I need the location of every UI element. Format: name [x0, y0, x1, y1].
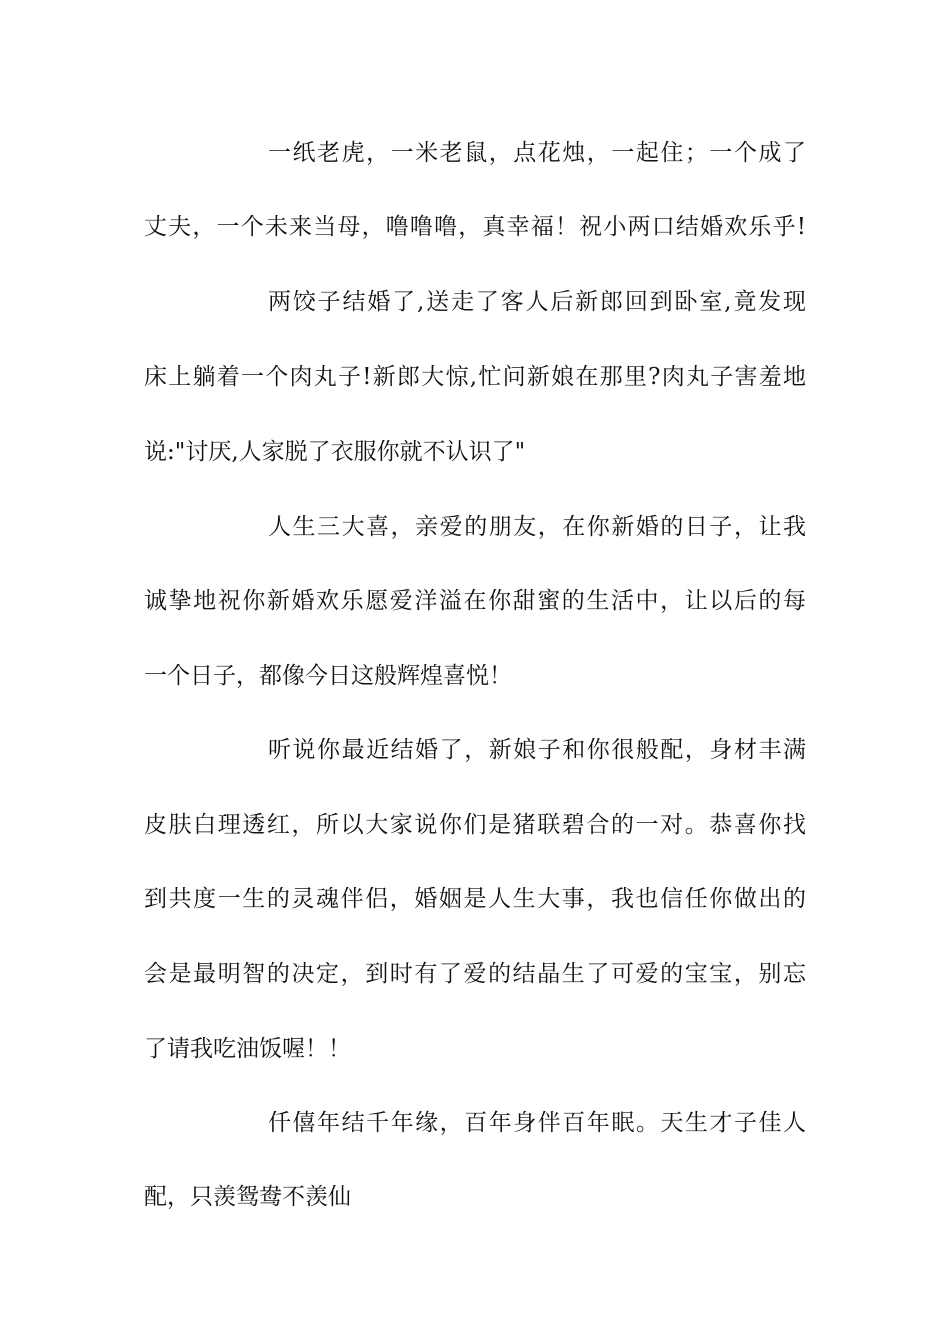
paragraph-4-line-3: 到共度一生的灵魂伴侣，婚姻是人生大事，我也信任你做出的	[144, 886, 806, 912]
paragraph-4-line-2: 皮肤白理透红，所以大家说你们是猪联碧合的一对。恭喜你找	[144, 812, 806, 838]
paragraph-4-line-1: 听说你最近结婚了，新娘子和你很般配，身材丰满	[268, 737, 806, 763]
paragraph-3-line-1: 人生三大喜，亲爱的朋友，在你新婚的日子，让我	[268, 514, 806, 540]
paragraph-1-line-1: 一纸老虎，一米老鼠，点花烛，一起住；一个成了	[268, 140, 806, 166]
paragraph-4-line-4: 会是最明智的决定，到时有了爱的结晶生了可爱的宝宝，别忘	[144, 961, 806, 987]
paragraph-3-line-3: 一个日子，都像今日这般辉煌喜悦！	[144, 663, 512, 689]
paragraph-2-line-2: 床上躺着一个肉丸子!新郎大惊,忙问新娘在那里?肉丸子害羞地	[144, 364, 806, 390]
paragraph-2-line-3: 说:"讨厌,人家脱了衣服你就不认识了"	[144, 439, 526, 465]
paragraph-5-line-1: 仟僖年结千年缘，百年身伴百年眠。天生才子佳人	[268, 1110, 806, 1136]
paragraph-2-line-1: 两饺子结婚了,送走了客人后新郎回到卧室,竟发现	[268, 289, 806, 315]
paragraph-3-line-2: 诚挚地祝你新婚欢乐愿爱洋溢在你甜蜜的生活中，让以后的每	[144, 588, 806, 614]
paragraph-1-line-2: 丈夫，一个未来当母，噜噜噜，真幸福！祝小两口结婚欢乐乎!	[144, 214, 806, 240]
paragraph-4-line-5: 了请我吃油饭喔！！	[144, 1036, 351, 1062]
paragraph-5-line-2: 配，只羡鸳鸯不羡仙	[144, 1184, 351, 1210]
